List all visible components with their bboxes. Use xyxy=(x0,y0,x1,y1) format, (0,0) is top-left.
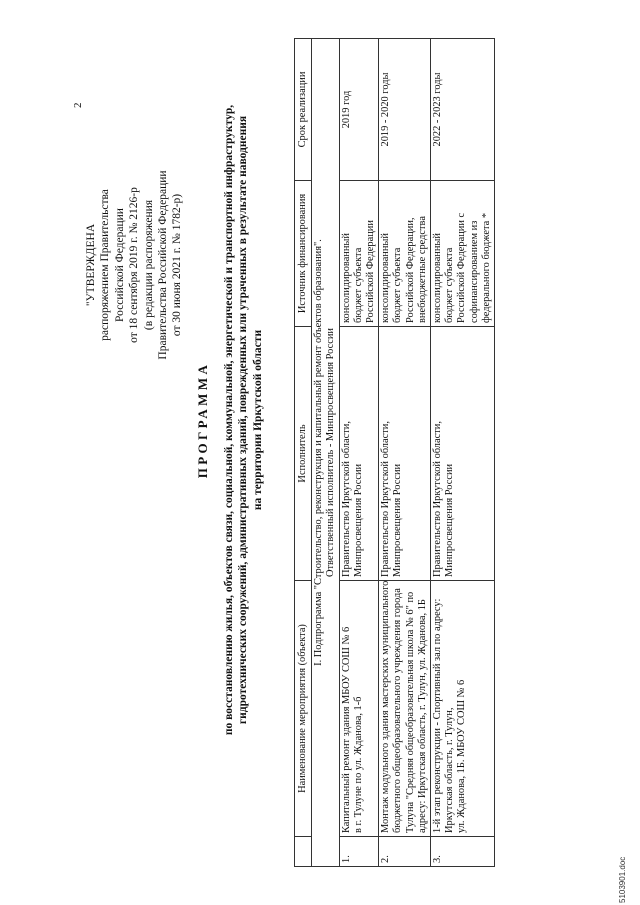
row-number: 3. xyxy=(431,837,495,867)
row-funding-line: консолидированный xyxy=(380,233,392,323)
approval-line: "УТВЕРЖДЕНА xyxy=(85,223,97,307)
row-name xyxy=(379,581,431,837)
subprogram-responsible: Ответственный исполнитель - Минпросвещения России xyxy=(325,328,337,577)
row-funding-line: консолидированный xyxy=(340,233,352,323)
row-funding-line: федерального бюджета * xyxy=(480,212,492,323)
row-funding-line: внебюджетные средства xyxy=(416,216,428,323)
row-name xyxy=(431,581,495,837)
header-executor: Исполнитель xyxy=(295,327,312,581)
row-executor xyxy=(431,327,495,581)
page-number: 2 xyxy=(72,102,84,108)
row-name-line: Капитальный ремонт здания МБОУ СОШ № 6 xyxy=(340,626,352,833)
header-num xyxy=(295,837,312,867)
subprogram-title: I. Подпрограмма "Строительство, реконструкция и капитальный ремонт объектов образования". xyxy=(313,239,325,666)
row-funding-line: бюджет субъекта xyxy=(352,247,364,323)
row-funding xyxy=(431,181,495,327)
table-row xyxy=(339,39,379,867)
row-executor-line: Минпросвещения России xyxy=(392,463,404,577)
row-term: 2019 - 2020 годы xyxy=(379,39,431,181)
row-number: 2. xyxy=(379,837,431,867)
row-name-line: 1-й этап реконструкции - Спортивный зал по адресу: xyxy=(432,598,444,833)
approval-line: (в редакции распоряжения xyxy=(142,199,155,331)
row-name-line: бюджетного общеобразовательного учреждения города xyxy=(392,588,404,833)
row-executor-line: Правительство Иркутской области, xyxy=(340,421,352,577)
subtitle-line: по восстановлению жилья, объектов связи, социальной, коммунальной, энергетической и транспортной инфраструктур, xyxy=(223,104,235,736)
row-executor-line: Минпросвещения России xyxy=(444,463,456,577)
subprogram-row xyxy=(312,39,339,867)
program-heading: ПРОГРАММА xyxy=(195,361,210,479)
row-funding-line: бюджет субъекта xyxy=(392,247,404,323)
table-header-row xyxy=(295,39,312,867)
subtitle-line: гидротехнических сооружений, административных зданий, поврежденных или утраченных в результате наводнения xyxy=(237,115,250,725)
row-term: 2019 год xyxy=(339,39,379,181)
approval-stamp xyxy=(84,165,185,365)
document-code: 5103901.doc xyxy=(618,856,627,903)
header-name: Наименование мероприятия (объекта) xyxy=(295,581,312,837)
program-table xyxy=(294,38,495,867)
row-funding xyxy=(339,181,379,327)
row-funding-line: консолидированный xyxy=(432,233,444,323)
row-funding xyxy=(379,181,431,327)
row-executor-line: Правительство Иркутской области, xyxy=(432,421,444,577)
row-name-line: адресу: Иркутская область, г. Тулун, ул. Жданова, 1Б xyxy=(416,599,428,833)
approval-line: от 18 сентября 2019 г. № 2126-р xyxy=(128,187,141,343)
row-name-line: в г. Тулуне по ул. Жданова, 1-б xyxy=(352,696,364,833)
row-term: 2022 - 2023 годы xyxy=(431,39,495,181)
subtitle-line: на территории Иркутской области xyxy=(251,329,264,511)
approval-line: распоряжением Правительства xyxy=(99,189,112,341)
row-name-line: Иркутская область, г. Тулун, xyxy=(444,707,456,833)
row-executor-line: Минпросвещения России xyxy=(352,463,364,577)
row-name xyxy=(339,581,379,837)
row-name-line: Тулуна "Средняя общеобразовательная школа № 6" по xyxy=(404,591,416,833)
row-name-line: ул. Жданова, 1Б. МБОУ СОШ № 6 xyxy=(456,679,468,833)
approval-line: Российской Федерации xyxy=(113,208,126,322)
row-funding-line: софинансированием из xyxy=(468,220,480,323)
row-executor xyxy=(379,327,431,581)
row-executor xyxy=(339,327,379,581)
table-row xyxy=(431,39,495,867)
row-funding-line: бюджет субъекта xyxy=(444,247,456,323)
approval-line: от 30 июня 2021 г. № 1782-р) xyxy=(171,193,184,337)
row-executor-line: Правительство Иркутской области, xyxy=(380,421,392,577)
row-name-line: Монтаж модульного здания мастерских муниципального xyxy=(380,580,392,833)
row-funding-line: Российской Федерации xyxy=(365,220,377,323)
approval-line: Правительства Российской Федерации xyxy=(157,170,170,360)
program-subtitle xyxy=(222,0,265,865)
row-funding-line: Российской Федерации, xyxy=(404,217,416,323)
table-row xyxy=(379,39,431,867)
row-number: 1. xyxy=(339,837,379,867)
subprogram-cell xyxy=(312,39,339,867)
header-funding: Источник финансирования xyxy=(295,181,312,327)
header-term: Срок реализации xyxy=(295,39,312,181)
row-funding-line: Российской Федерации с xyxy=(456,212,468,323)
